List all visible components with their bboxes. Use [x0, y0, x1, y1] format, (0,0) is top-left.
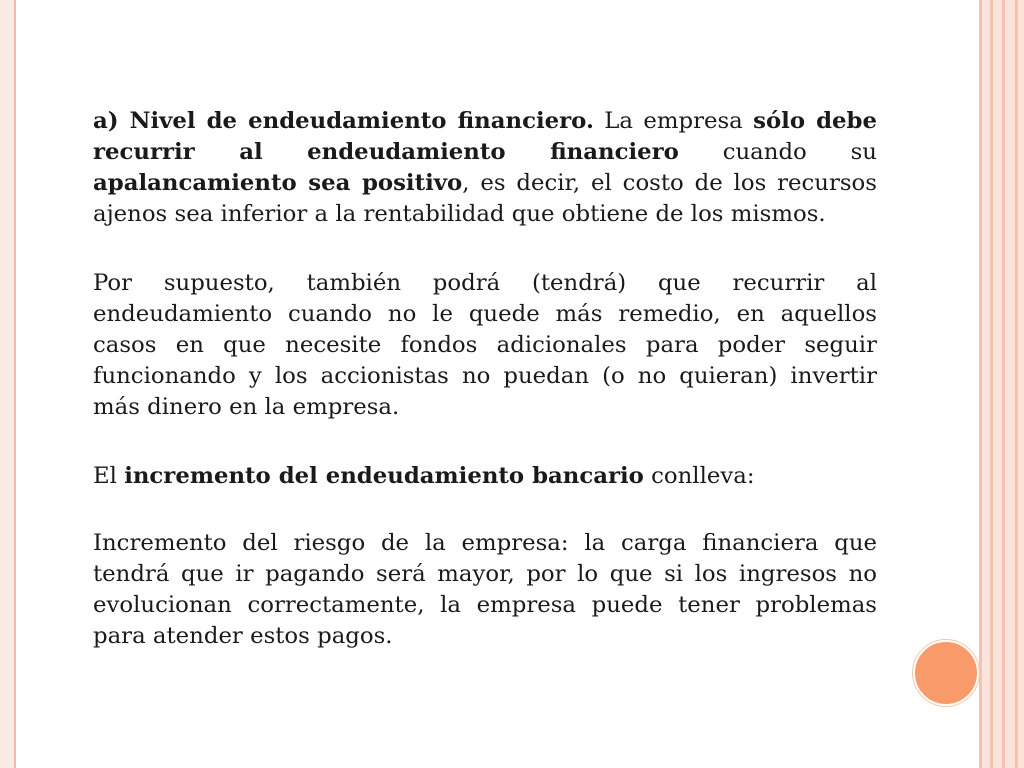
paragraph-debt-level: [93, 106, 877, 230]
paragraph-risk-increase: Incremento del riesgo de la empresa: la carga financiera que tendrá que ir pagando será mayor, por lo que si los ingresos no evolucionan correctamente, la empresa puede tener problemas para atender estos pagos.: [93, 530, 877, 649]
decorative-orange-circle: [913, 640, 979, 706]
text-run: El: [93, 463, 125, 489]
text-run: conlleva:: [643, 463, 755, 489]
emphasis-text: incremento del endeudamiento bancario: [124, 463, 644, 489]
right-stripe: [1018, 0, 1024, 768]
emphasis-text: apalancamiento sea positivo: [93, 170, 463, 196]
text-run: , es decir, el costo de los recursos ajenos sea inferior a la rentabilidad que obtiene de los mismos.: [93, 170, 877, 227]
section-heading: a) Nivel de endeudamiento financiero.: [93, 108, 594, 134]
paragraph-bank-debt-increase: [93, 461, 877, 492]
right-stripe: [993, 0, 1002, 768]
right-stripe: [1005, 0, 1015, 768]
left-decorative-border: [0, 0, 16, 768]
slide-body: [93, 106, 877, 690]
right-stripe: [982, 0, 990, 768]
text-run: cuando su: [678, 139, 877, 165]
emphasis-text: sólo debe recurrir al endeudamiento financiero: [93, 108, 878, 165]
paragraph-additional-funds: Por supuesto, también podrá (tendrá) que recurrir al endeudamiento cuando no le quede más remedio, en aquellos casos en que necesite fondos adicionales para poder seguir funcionando y los accionistas no puedan (o no quieran) invertir más dinero en la empresa.: [93, 270, 877, 420]
text-run: La empresa: [593, 108, 754, 134]
